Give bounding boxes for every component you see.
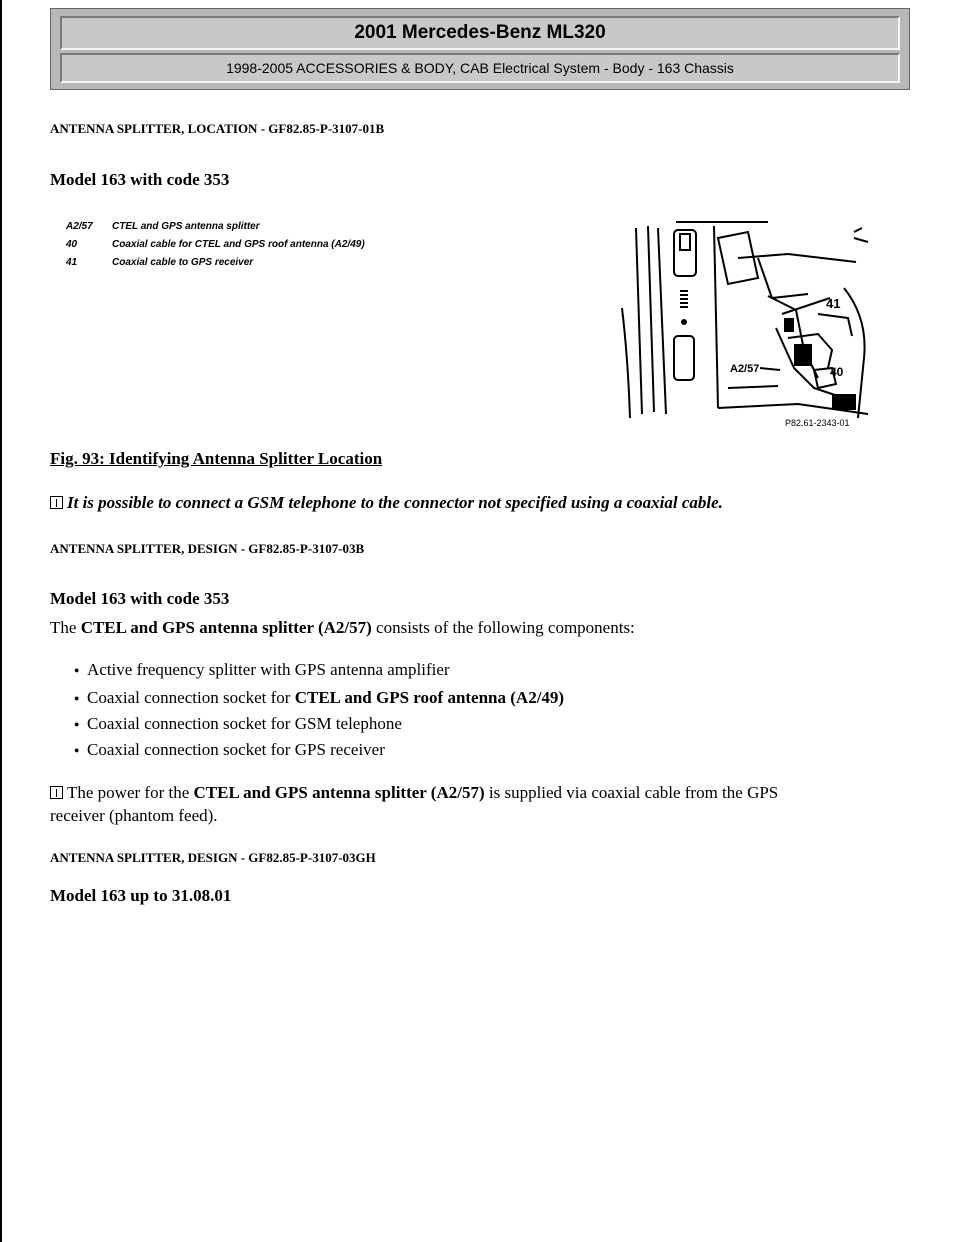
list-item: ● Coaxial connection socket for GSM telephone bbox=[87, 714, 402, 734]
model-line-2: Model 163 with code 353 bbox=[50, 589, 230, 608]
note-gsm bbox=[50, 493, 723, 513]
figure-caption: Fig. 93: Identifying Antenna Splitter Location bbox=[50, 449, 383, 468]
page-left-edge bbox=[0, 0, 2, 1242]
power-note: The power for the CTEL and GPS antenna splitter (A2/57) is supplied via coaxial cable from the GPS bbox=[50, 783, 778, 803]
legend-row: 41 Coaxial cable to GPS receiver bbox=[66, 257, 254, 268]
model-line-3: Model 163 up to 31.08.01 bbox=[50, 886, 232, 905]
image-code: P82.61-2343-01 bbox=[785, 418, 850, 428]
callout-41: 41 bbox=[826, 296, 841, 311]
figure-legend bbox=[66, 218, 365, 272]
header-title: 2001 Mercedes-Benz ML320 bbox=[60, 16, 900, 50]
section-heading-location: ANTENNA SPLITTER, LOCATION - GF82.85-P-3107-01B bbox=[50, 121, 385, 136]
callout-a2-57: A2/57 bbox=[730, 363, 760, 375]
callout-40: 40 bbox=[830, 365, 844, 379]
legend-row: A2/57 CTEL and GPS antenna splitter bbox=[66, 221, 260, 232]
legend-row: 40 Coaxial cable for CTEL and GPS roof antenna (A2/49) bbox=[66, 239, 365, 250]
note-icon bbox=[50, 496, 63, 509]
list-item: ● Coaxial connection socket for CTEL and GPS roof antenna (A2/49) bbox=[87, 688, 564, 708]
model-line-1: Model 163 with code 353 bbox=[50, 170, 230, 189]
note-icon bbox=[50, 786, 63, 799]
antenna-splitter-location-image bbox=[618, 218, 872, 436]
power-note-line2: receiver (phantom feed). bbox=[50, 806, 218, 825]
section-heading-design-gh: ANTENNA SPLITTER, DESIGN - GF82.85-P-3107-03GH bbox=[50, 850, 376, 865]
intro-paragraph: The CTEL and GPS antenna splitter (A2/57) consists of the following components: bbox=[50, 618, 635, 637]
section-heading-design: ANTENNA SPLITTER, DESIGN - GF82.85-P-3107-03B bbox=[50, 541, 365, 556]
list-item: ● Coaxial connection socket for GPS receiver bbox=[87, 740, 385, 760]
header-subtitle: 1998-2005 ACCESSORIES & BODY, CAB Electrical System - Body - 163 Chassis bbox=[60, 53, 900, 83]
list-item: ● Active frequency splitter with GPS antenna amplifier bbox=[87, 660, 450, 680]
document-header bbox=[50, 8, 910, 90]
note-gsm-text: It is possible to connect a GSM telephone to the connector not specified using a coaxial cable. bbox=[67, 493, 723, 512]
